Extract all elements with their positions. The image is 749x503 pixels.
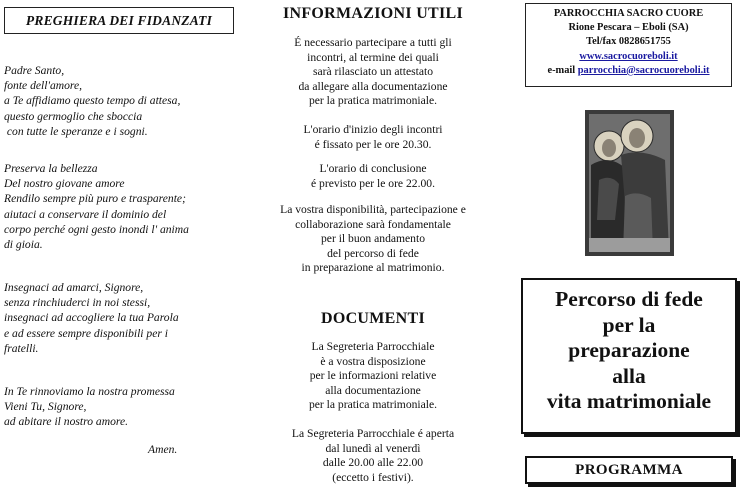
info-paragraph-3: L'orario di conclusione é previsto per le ore 22.00. bbox=[311, 162, 435, 190]
parish-email-link[interactable]: parrocchia@sacrocuoreboli.it bbox=[577, 64, 710, 76]
info-title: INFORMAZIONI UTILI bbox=[282, 5, 464, 22]
parish-phone: Tel/fax 0828651755 bbox=[586, 36, 671, 48]
prayer-stanza-4: In Te rinnoviamo la nostra promessa Vieni Tu, Signore, ad abitare il nostro amore. bbox=[4, 385, 175, 429]
info-paragraph-1: É necessario partecipare a tutti gli incontri, al termine dei quali sarà rilasciato un attestato da allegare alla documentazione per la pratica matrimoniale. bbox=[294, 36, 452, 107]
parish-email-label: e-mail bbox=[547, 64, 576, 76]
prayer-amen: Amen. bbox=[148, 443, 178, 456]
course-title: Percorso di fede per la preparazione alla vita matrimoniale bbox=[521, 278, 737, 434]
parish-contact-box bbox=[525, 3, 732, 87]
parish-name: PARROCCHIA SACRO CUORE bbox=[553, 8, 704, 19]
prayer-column bbox=[0, 0, 250, 503]
parish-website-link[interactable]: www.sacrocuoreboli.it bbox=[579, 50, 678, 62]
prayer-stanza-2: Preserva la bellezza Del nostro giovane amore Rendilo sempre più puro e trasparente; aiutaci a conservare il dominio del corpo perché ogni gesto inondi l' anima di gioia. bbox=[4, 162, 189, 252]
documents-paragraph-2: La Segreteria Parrocchiale é aperta dal lunedì al venerdì dalle 20.00 alle 22.00 (eccetto i festivi). bbox=[291, 427, 455, 484]
documents-title: DOCUMENTI bbox=[320, 310, 426, 327]
info-paragraph-4: La vostra disponibilità, partecipazione e collaborazione sarà fondamentale per il buon andamento del percorso di fede in preparazione al matrimonio. bbox=[280, 203, 466, 274]
holy-family-icon bbox=[585, 110, 674, 256]
info-column bbox=[258, 0, 488, 503]
cover-column bbox=[500, 0, 749, 503]
prayer-stanza-3: Insegnaci ad amarci, Signore, senza rinchiuderci in noi stessi, insegnaci ad accogliere la tua Parola e ad essere sempre disponibili per i fratelli. bbox=[4, 281, 179, 355]
prayer-title: PREGHIERA DEI FIDANZATI bbox=[4, 7, 234, 34]
documents-paragraph-1: La Segreteria Parrocchiale è a vostra disposizione per le informazioni relative alla documentazione per la pratica matrimoniale. bbox=[308, 340, 438, 411]
parish-address: Rione Pescara – Eboli (SA) bbox=[568, 22, 689, 34]
prayer-stanza-1: Padre Santo, fonte dell'amore, a Te affidiamo questo tempo di attesa, questo germoglio che sboccia con tutte le speranze e i sogni. bbox=[4, 64, 181, 138]
info-paragraph-2: L'orario d'inizio degli incontri é fissato per le ore 20.30. bbox=[303, 123, 443, 151]
program-label: PROGRAMMA bbox=[525, 456, 733, 484]
